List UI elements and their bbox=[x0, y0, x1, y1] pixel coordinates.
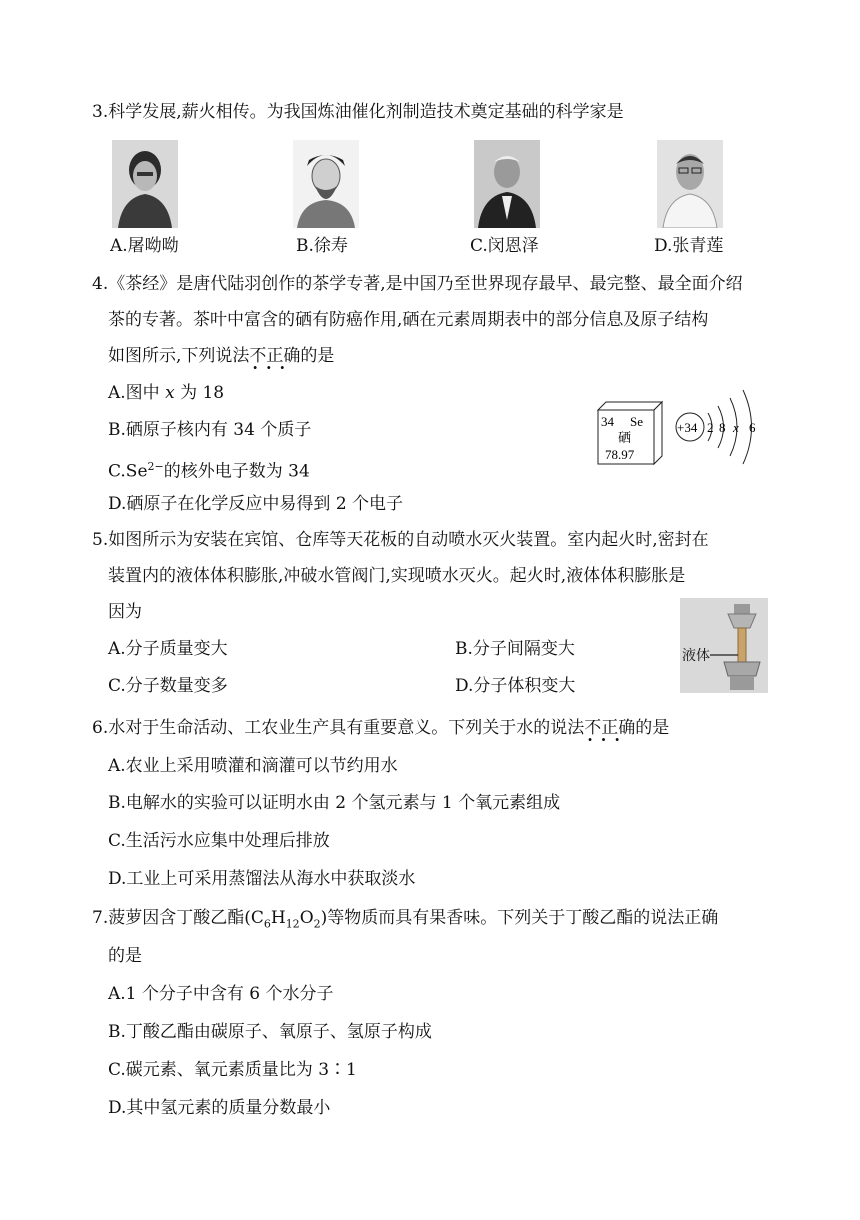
q3-option-d[interactable]: D.张青莲 bbox=[654, 236, 724, 256]
q4-stem-line3 bbox=[108, 344, 334, 368]
q4-option-c-pre: C.Se bbox=[108, 461, 148, 482]
q3-stem: 3.科学发展,薪火相传。为我国炼油催化剂制造技术奠定基础的科学家是 bbox=[92, 102, 624, 122]
sprinkler-image bbox=[680, 598, 768, 693]
q6-option-c[interactable]: C.生活污水应集中处理后排放 bbox=[108, 831, 330, 851]
q6-stem-pre: 6.水对于生命活动、工农业生产具有重要意义。下列关于水的说法 bbox=[92, 718, 585, 738]
portrait-drawing-b bbox=[293, 140, 359, 228]
element-mass: 78.97 bbox=[605, 447, 635, 462]
q7-sub-o: 2 bbox=[313, 917, 321, 931]
q4-option-a-var: x bbox=[165, 383, 175, 403]
q5-option-b[interactable]: B.分子间隔变大 bbox=[455, 639, 575, 659]
q5-stem-line3: 因为 bbox=[108, 602, 142, 622]
q7-option-b[interactable]: B.丁酸乙酯由碳原子、氧原子、氢原子构成 bbox=[108, 1022, 432, 1042]
element-symbol: Se bbox=[630, 414, 643, 429]
q7-stem-line1 bbox=[92, 906, 718, 936]
atom-nucleus: +34 bbox=[677, 420, 698, 435]
q4-option-c-post: 的核外电子数为 34 bbox=[163, 461, 310, 482]
portrait-photo-icon bbox=[657, 140, 723, 228]
portrait-photo-d bbox=[657, 140, 723, 228]
q7-stem-post: )等物质而具有果香味。下列关于丁酸乙酯的说法正确 bbox=[320, 908, 719, 928]
q6-emphasis: 不正确 · · · bbox=[584, 716, 635, 740]
q4-option-b[interactable]: B.硒原子核内有 34 个质子 bbox=[108, 420, 312, 440]
portrait-photo-icon bbox=[474, 140, 540, 228]
element-name: 硒 bbox=[618, 431, 632, 446]
q6-stem-post: 的是 bbox=[635, 718, 670, 738]
q6-option-d[interactable]: D.工业上可采用蒸馏法从海水中获取淡水 bbox=[108, 869, 416, 889]
atom-structure-diagram bbox=[672, 384, 772, 470]
q6-option-a[interactable]: A.农业上采用喷灌和滴灌可以节约用水 bbox=[108, 756, 398, 776]
q7-sub-h: 12 bbox=[285, 917, 300, 931]
q7-stem-pre: 7.菠萝因含丁酸乙酯(C bbox=[92, 908, 264, 928]
q4-stem-line1: 4.《茶经》是唐代陆羽创作的茶学专著,是中国乃至世界现存最早、最完整、最全面介绍 bbox=[92, 274, 743, 294]
q3-option-c[interactable]: C.闵恩泽 bbox=[470, 236, 539, 256]
q4-option-a-post: 为 18 bbox=[174, 383, 225, 403]
q6-option-b[interactable]: B.电解水的实验可以证明水由 2 个氢元素与 1 个氧元素组成 bbox=[108, 793, 561, 813]
q4-stem-pre: 如图所示,下列说法 bbox=[108, 346, 250, 366]
q5-stem-line1: 5.如图所示为安装在宾馆、仓库等天花板的自动喷水灭火装置。室内起火时,密封在 bbox=[92, 530, 709, 550]
q5-option-c[interactable]: C.分子数量变多 bbox=[108, 676, 228, 696]
q7-o: O bbox=[299, 908, 314, 928]
element-number: 34 bbox=[601, 414, 614, 429]
portrait-photo-a bbox=[112, 140, 178, 228]
q7-h: H bbox=[270, 908, 286, 928]
shell-1: 2 bbox=[707, 420, 714, 435]
sprinkler-liquid-label: 液体 bbox=[682, 648, 710, 664]
q4-option-c-sup: 2− bbox=[147, 460, 164, 473]
q7-option-c[interactable]: C.碳元素、氧元素质量比为 3∶1 bbox=[108, 1060, 357, 1080]
q4-stem-line2: 茶的专著。茶叶中富含的硒有防癌作用,硒在元素周期表中的部分信息及原子结构 bbox=[108, 310, 709, 330]
q3-option-a[interactable]: A.屠呦呦 bbox=[110, 236, 179, 256]
q3-option-b[interactable]: B.徐寿 bbox=[296, 236, 348, 256]
q7-option-a[interactable]: A.1 个分子中含有 6 个水分子 bbox=[108, 984, 334, 1004]
q7-option-d[interactable]: D.其中氢元素的质量分数最小 bbox=[108, 1098, 331, 1118]
q5-stem-line2: 装置内的液体体积膨胀,冲破水管阀门,实现喷水灭火。起火时,液体体积膨胀是 bbox=[108, 566, 686, 586]
q4-option-d[interactable]: D.硒原子在化学反应中易得到 2 个电子 bbox=[108, 494, 404, 514]
q5-option-d[interactable]: D.分子体积变大 bbox=[455, 676, 576, 696]
shell-4: 6 bbox=[749, 420, 756, 435]
q4-option-c[interactable] bbox=[108, 455, 310, 484]
q6-stem bbox=[92, 716, 669, 740]
portrait-photo-c bbox=[474, 140, 540, 228]
q7-sub-c: 6 bbox=[263, 917, 271, 931]
portrait-drawing-icon bbox=[293, 140, 359, 228]
q7-stem-line2: 的是 bbox=[108, 946, 142, 966]
portrait-photo-icon bbox=[112, 140, 178, 228]
q4-emphasis: 不正确 · · · bbox=[249, 344, 300, 368]
q4-stem-post: 的是 bbox=[300, 346, 335, 366]
element-tile bbox=[594, 398, 666, 466]
q5-option-a[interactable]: A.分子质量变大 bbox=[108, 639, 228, 659]
q4-option-a-pre: A.图中 bbox=[108, 383, 166, 403]
q4-option-a[interactable] bbox=[108, 381, 224, 405]
shell-3: x bbox=[733, 420, 739, 435]
shell-2: 8 bbox=[719, 420, 726, 435]
